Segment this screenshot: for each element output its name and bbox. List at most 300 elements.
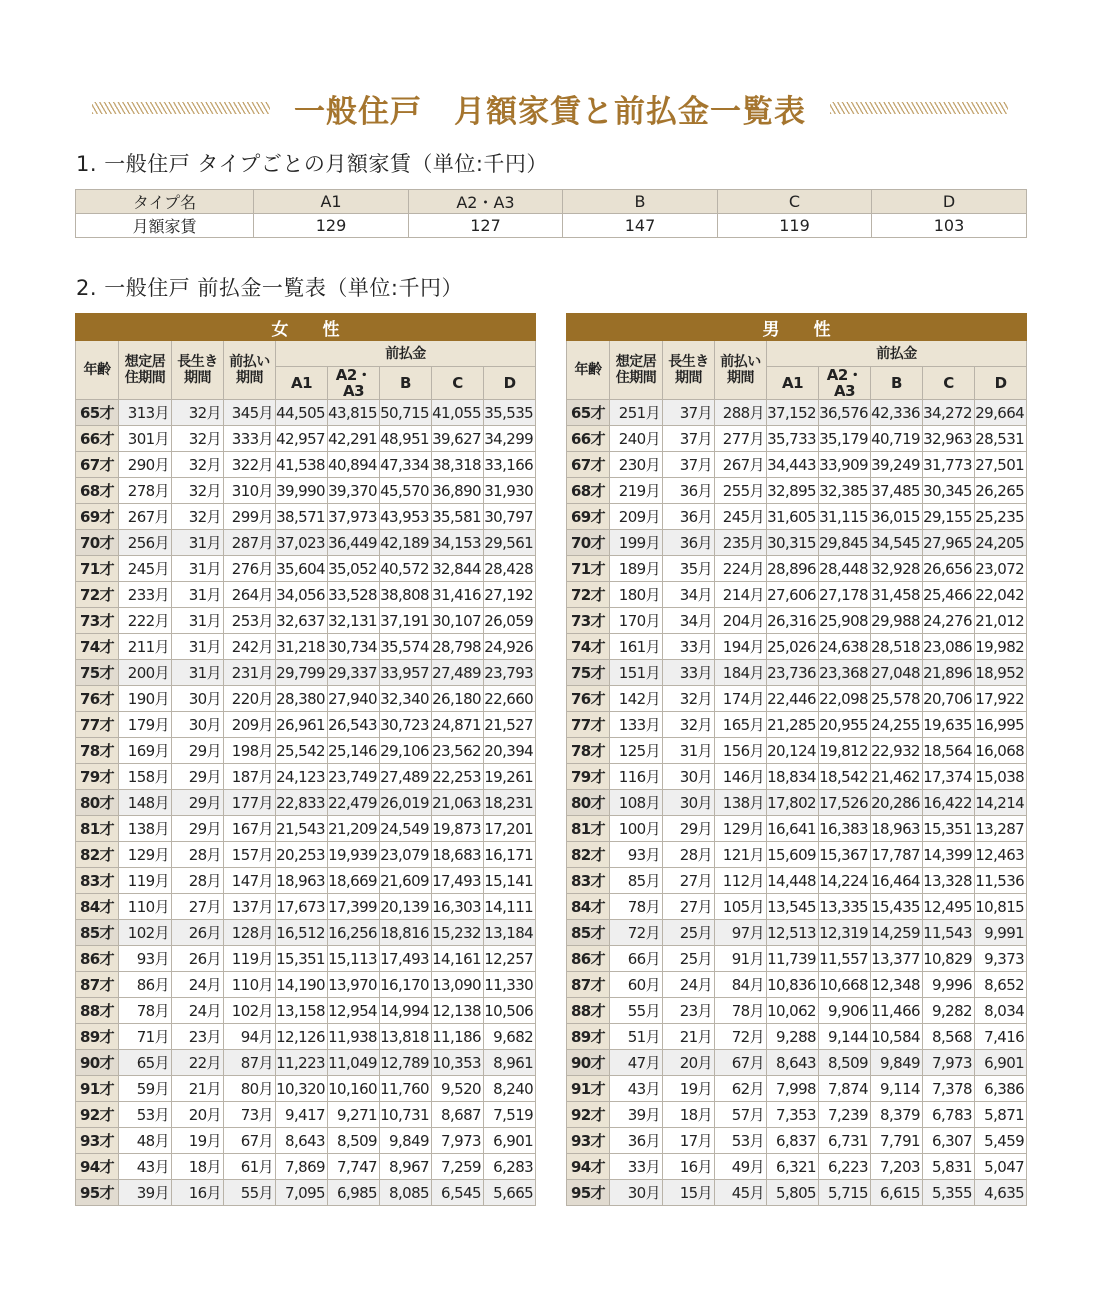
longevity-cell: 24月 [172,998,224,1024]
prepay-b-cell: 34,545 [871,530,923,556]
prepay-d-cell: 13,184 [484,920,536,946]
longevity-cell: 21月 [172,1076,224,1102]
prepay-a2a3-cell: 27,940 [328,686,380,712]
assumed-residence-cell: 71月 [119,1024,172,1050]
longevity-cell: 20月 [663,1050,715,1076]
assumed-residence-cell: 43月 [119,1154,172,1180]
prepay-b-cell: 17,787 [871,842,923,868]
table-row [76,816,536,842]
prepay-period-cell: 147月 [224,868,276,894]
age-cell: 82才 [76,842,119,868]
prepay-period-cell: 231月 [224,660,276,686]
age-cell: 78才 [76,738,119,764]
prepay-a2a3-cell: 22,479 [328,790,380,816]
prepay-period-cell: 119月 [224,946,276,972]
age-cell: 71才 [567,556,610,582]
prepay-a1-cell: 7,998 [767,1076,819,1102]
longevity-cell: 29月 [172,816,224,842]
age-cell: 85才 [76,920,119,946]
assumed-residence-header: 想定居住期間 [610,341,663,400]
assumed-residence-cell: 85月 [610,868,663,894]
table-row [76,608,536,634]
prepay-b-cell: 28,518 [871,634,923,660]
prepay-a1-cell: 7,353 [767,1102,819,1128]
prepay-d-cell: 11,330 [484,972,536,998]
assumed-residence-cell: 48月 [119,1128,172,1154]
prepay-c-cell: 19,873 [432,816,484,842]
longevity-cell: 28月 [172,868,224,894]
table-row [76,478,536,504]
prepay-period-cell: 174月 [715,686,767,712]
prepay-a1-cell: 12,513 [767,920,819,946]
prepay-a2a3-cell: 36,449 [328,530,380,556]
longevity-cell: 31月 [172,556,224,582]
longevity-cell: 22月 [172,1050,224,1076]
table-row [76,1050,536,1076]
prepay-period-cell: 322月 [224,452,276,478]
prepay-c-cell: 8,687 [432,1102,484,1128]
prepay-a2a3-cell: 22,098 [819,686,871,712]
prepay-a2a3-cell: 23,749 [328,764,380,790]
table-row [567,478,1027,504]
prepay-d-cell: 29,561 [484,530,536,556]
longevity-cell: 32月 [172,400,224,426]
prepay-a2a3-cell: 20,955 [819,712,871,738]
table-row [76,660,536,686]
prepay-c-cell: 23,562 [432,738,484,764]
prepay-d-cell: 16,995 [975,712,1027,738]
prepay-d-cell: 6,283 [484,1154,536,1180]
table-row [567,738,1027,764]
rent-value-cell: 127 [409,214,563,238]
prepay-b-cell: 42,189 [380,530,432,556]
prepay-a1-cell: 30,315 [767,530,819,556]
prepay-d-cell: 5,047 [975,1154,1027,1180]
prepay-period-cell: 55月 [224,1180,276,1206]
prepay-b-cell: 10,584 [871,1024,923,1050]
longevity-cell: 30月 [663,764,715,790]
prepay-c-cell: 24,276 [923,608,975,634]
prepay-period-cell: 310月 [224,478,276,504]
table-row [76,426,536,452]
prepay-b-cell: 36,015 [871,504,923,530]
prepay-period-cell: 102月 [224,998,276,1024]
prepay-b-cell: 26,019 [380,790,432,816]
section-title-monthly-rent: 1. 一般住戸 タイプごとの月額家賃（単位:千円） [76,152,548,176]
prepay-b-cell: 13,377 [871,946,923,972]
assumed-residence-cell: 36月 [610,1128,663,1154]
type-header-d: D [975,367,1027,400]
prepay-b-cell: 8,967 [380,1154,432,1180]
prepay-a2a3-cell: 33,528 [328,582,380,608]
prepay-a1-cell: 17,673 [276,894,328,920]
prepay-c-cell: 11,543 [923,920,975,946]
prepay-b-cell: 48,951 [380,426,432,452]
prepay-a2a3-cell: 27,178 [819,582,871,608]
prepay-b-cell: 16,170 [380,972,432,998]
prepay-d-cell: 12,257 [484,946,536,972]
female-prepayment-table [75,313,536,1206]
prepay-d-cell: 9,991 [975,920,1027,946]
prepay-a2a3-cell: 12,954 [328,998,380,1024]
longevity-cell: 18月 [663,1102,715,1128]
prepay-a1-cell: 18,963 [276,868,328,894]
prepay-a1-cell: 23,736 [767,660,819,686]
longevity-cell: 34月 [663,608,715,634]
prepay-a1-cell: 22,833 [276,790,328,816]
prepay-a2a3-cell: 43,815 [328,400,380,426]
prepay-a1-cell: 34,443 [767,452,819,478]
rent-value-cell: 147 [563,214,718,238]
rent-header-row [76,190,1027,214]
age-header: 年齢 [76,341,119,400]
prepay-b-cell: 35,574 [380,634,432,660]
prepay-b-cell: 31,458 [871,582,923,608]
table-row [567,764,1027,790]
prepay-a1-cell: 21,543 [276,816,328,842]
prepay-c-cell: 11,186 [432,1024,484,1050]
age-cell: 80才 [76,790,119,816]
longevity-cell: 32月 [172,426,224,452]
prepay-period-cell: 242月 [224,634,276,660]
table-row [567,894,1027,920]
longevity-cell: 24月 [663,972,715,998]
prepay-b-cell: 10,731 [380,1102,432,1128]
prepay-a2a3-cell: 36,576 [819,400,871,426]
type-header-a1: A1 [767,367,819,400]
prepay-d-cell: 23,072 [975,556,1027,582]
table-row [567,1102,1027,1128]
table-row [567,1076,1027,1102]
longevity-cell: 31月 [172,634,224,660]
table-row [567,530,1027,556]
prepay-b-cell: 8,379 [871,1102,923,1128]
assumed-residence-cell: 190月 [119,686,172,712]
prepay-d-cell: 20,394 [484,738,536,764]
prepay-b-cell: 6,615 [871,1180,923,1206]
longevity-cell: 32月 [663,686,715,712]
age-cell: 91才 [567,1076,610,1102]
prepay-a2a3-cell: 9,271 [328,1102,380,1128]
prepay-a1-cell: 9,417 [276,1102,328,1128]
age-cell: 67才 [567,452,610,478]
prepay-d-cell: 5,459 [975,1128,1027,1154]
longevity-cell: 16月 [663,1154,715,1180]
prepay-b-cell: 45,570 [380,478,432,504]
prepay-c-cell: 41,055 [432,400,484,426]
prepay-a2a3-cell: 29,845 [819,530,871,556]
prepay-period-cell: 91月 [715,946,767,972]
prepay-period-cell: 167月 [224,816,276,842]
prepay-period-cell: 78月 [715,998,767,1024]
table-row [76,790,536,816]
prepay-c-cell: 32,963 [923,426,975,452]
age-cell: 74才 [567,634,610,660]
assumed-residence-cell: 158月 [119,764,172,790]
rent-value-cell: 103 [872,214,1027,238]
prepay-b-cell: 17,493 [380,946,432,972]
age-cell: 95才 [76,1180,119,1206]
prepay-b-cell: 25,578 [871,686,923,712]
prepay-b-cell: 14,994 [380,998,432,1024]
prepay-c-cell: 7,259 [432,1154,484,1180]
prepay-a1-cell: 18,834 [767,764,819,790]
age-cell: 70才 [567,530,610,556]
prepay-period-cell: 264月 [224,582,276,608]
table-row [567,1180,1027,1206]
prepay-period-cell: 299月 [224,504,276,530]
prepay-d-cell: 31,930 [484,478,536,504]
age-cell: 68才 [76,478,119,504]
assumed-residence-cell: 301月 [119,426,172,452]
prepay-period-cell: 165月 [715,712,767,738]
prepay-c-cell: 30,107 [432,608,484,634]
prepay-period-cell: 204月 [715,608,767,634]
assumed-residence-cell: 209月 [610,504,663,530]
prepay-period-cell: 138月 [715,790,767,816]
prepay-b-cell: 13,818 [380,1024,432,1050]
prepay-c-cell: 7,973 [923,1050,975,1076]
assumed-residence-cell: 180月 [610,582,663,608]
assumed-residence-cell: 86月 [119,972,172,998]
prepay-d-cell: 15,141 [484,868,536,894]
prepay-d-cell: 6,901 [975,1050,1027,1076]
prepay-b-cell: 47,334 [380,452,432,478]
prepay-period-cell: 87月 [224,1050,276,1076]
prepay-d-cell: 8,652 [975,972,1027,998]
prepay-c-cell: 9,520 [432,1076,484,1102]
prepay-b-cell: 9,849 [871,1050,923,1076]
age-cell: 75才 [76,660,119,686]
age-cell: 76才 [567,686,610,712]
prepay-d-cell: 17,201 [484,816,536,842]
age-cell: 77才 [76,712,119,738]
prepay-a2a3-cell: 12,319 [819,920,871,946]
rent-header-cell: タイプ名 [76,190,254,214]
prepay-period-cell: 137月 [224,894,276,920]
longevity-cell: 29月 [172,738,224,764]
prepay-b-cell: 38,808 [380,582,432,608]
prepay-period-cell: 194月 [715,634,767,660]
assumed-residence-cell: 189月 [610,556,663,582]
assumed-residence-cell: 125月 [610,738,663,764]
prepay-a1-cell: 14,448 [767,868,819,894]
prepay-a2a3-cell: 11,938 [328,1024,380,1050]
prepay-a1-cell: 11,223 [276,1050,328,1076]
prepay-c-cell: 6,783 [923,1102,975,1128]
prepay-c-cell: 21,896 [923,660,975,686]
prepay-period-cell: 287月 [224,530,276,556]
prepay-b-cell: 23,079 [380,842,432,868]
age-cell: 79才 [76,764,119,790]
assumed-residence-cell: 256月 [119,530,172,556]
longevity-cell: 31月 [663,738,715,764]
assumed-residence-cell: 39月 [119,1180,172,1206]
table-row [76,530,536,556]
prepay-a2a3-cell: 11,557 [819,946,871,972]
age-cell: 65才 [76,400,119,426]
assumed-residence-header: 想定居住期間 [119,341,172,400]
prepay-c-cell: 12,495 [923,894,975,920]
age-cell: 95才 [567,1180,610,1206]
prepay-a2a3-cell: 7,874 [819,1076,871,1102]
prepay-b-cell: 7,203 [871,1154,923,1180]
age-cell: 94才 [76,1154,119,1180]
prepay-c-cell: 28,798 [432,634,484,660]
prepay-d-cell: 8,240 [484,1076,536,1102]
prepay-a1-cell: 35,733 [767,426,819,452]
prepay-a1-cell: 28,896 [767,556,819,582]
age-cell: 84才 [567,894,610,920]
prepay-a1-cell: 8,643 [767,1050,819,1076]
table-row [76,712,536,738]
prepay-a1-cell: 35,604 [276,556,328,582]
age-cell: 73才 [76,608,119,634]
assumed-residence-cell: 55月 [610,998,663,1024]
prepay-a2a3-cell: 17,399 [328,894,380,920]
age-header: 年齢 [567,341,610,400]
rent-value-cell: 月額家賃 [76,214,254,238]
type-header-d: D [484,367,536,400]
prepay-a1-cell: 37,023 [276,530,328,556]
assumed-residence-cell: 199月 [610,530,663,556]
prepay-period-cell: 157月 [224,842,276,868]
age-cell: 69才 [567,504,610,530]
longevity-cell: 15月 [663,1180,715,1206]
assumed-residence-cell: 133月 [610,712,663,738]
prepay-period-header: 前払い期間 [715,341,767,400]
age-cell: 72才 [567,582,610,608]
assumed-residence-cell: 148月 [119,790,172,816]
assumed-residence-cell: 116月 [610,764,663,790]
table-row [567,842,1027,868]
age-cell: 75才 [567,660,610,686]
table-row [76,400,536,426]
assumed-residence-cell: 200月 [119,660,172,686]
prepay-b-cell: 11,760 [380,1076,432,1102]
prepay-a2a3-cell: 16,383 [819,816,871,842]
assumed-residence-cell: 169月 [119,738,172,764]
prepay-b-cell: 43,953 [380,504,432,530]
assumed-residence-cell: 251月 [610,400,663,426]
prepay-c-cell: 10,353 [432,1050,484,1076]
longevity-cell: 28月 [172,842,224,868]
prepay-b-cell: 18,963 [871,816,923,842]
prepay-period-cell: 146月 [715,764,767,790]
prepay-a1-cell: 14,190 [276,972,328,998]
table-row [76,556,536,582]
prepay-period-cell: 198月 [224,738,276,764]
assumed-residence-cell: 78月 [610,894,663,920]
prepay-d-cell: 26,265 [975,478,1027,504]
prepay-a1-cell: 25,542 [276,738,328,764]
table-row [76,1024,536,1050]
longevity-cell: 30月 [172,686,224,712]
prepay-d-cell: 24,205 [975,530,1027,556]
prepay-a2a3-cell: 10,160 [328,1076,380,1102]
prepay-a2a3-cell: 8,509 [328,1128,380,1154]
prepay-c-cell: 36,890 [432,478,484,504]
prepay-a1-cell: 26,316 [767,608,819,634]
prepay-a2a3-cell: 32,131 [328,608,380,634]
prepay-c-cell: 6,545 [432,1180,484,1206]
table-row [76,1128,536,1154]
assumed-residence-cell: 245月 [119,556,172,582]
table-row [567,400,1027,426]
prepay-d-cell: 5,871 [975,1102,1027,1128]
prepay-c-cell: 14,161 [432,946,484,972]
longevity-cell: 36月 [663,530,715,556]
age-cell: 88才 [76,998,119,1024]
prepay-b-cell: 21,609 [380,868,432,894]
longevity-cell: 32月 [172,478,224,504]
longevity-cell: 27月 [172,894,224,920]
longevity-cell: 36月 [663,478,715,504]
table-row [76,1154,536,1180]
prepay-a1-cell: 13,545 [767,894,819,920]
prepay-b-cell: 30,723 [380,712,432,738]
table-row [567,634,1027,660]
prepay-d-cell: 26,059 [484,608,536,634]
age-cell: 86才 [567,946,610,972]
assumed-residence-cell: 39月 [610,1102,663,1128]
age-cell: 93才 [567,1128,610,1154]
prepay-c-cell: 30,345 [923,478,975,504]
prepay-c-cell: 31,773 [923,452,975,478]
table-row [567,790,1027,816]
prepay-c-cell: 23,086 [923,634,975,660]
prepay-c-cell: 19,635 [923,712,975,738]
assumed-residence-cell: 47月 [610,1050,663,1076]
prepay-a1-cell: 7,095 [276,1180,328,1206]
prepay-a2a3-cell: 6,985 [328,1180,380,1206]
prepay-a2a3-cell: 5,715 [819,1180,871,1206]
rent-header-cell: A1 [254,190,409,214]
assumed-residence-cell: 33月 [610,1154,663,1180]
prepay-a1-cell: 28,380 [276,686,328,712]
age-cell: 83才 [567,868,610,894]
longevity-cell: 26月 [172,946,224,972]
assumed-residence-cell: 110月 [119,894,172,920]
prepay-b-cell: 20,286 [871,790,923,816]
prepay-b-cell: 18,816 [380,920,432,946]
prepay-a1-cell: 31,605 [767,504,819,530]
prepay-period-cell: 288月 [715,400,767,426]
prepay-period-cell: 121月 [715,842,767,868]
prepay-d-cell: 24,926 [484,634,536,660]
prepay-b-cell: 29,988 [871,608,923,634]
prepay-a1-cell: 39,990 [276,478,328,504]
prepay-a1-cell: 15,609 [767,842,819,868]
prepay-b-cell: 12,789 [380,1050,432,1076]
prepay-c-cell: 34,272 [923,400,975,426]
longevity-header: 長生き期間 [172,341,224,400]
female-label: 女 性 [76,314,536,341]
table-row [76,504,536,530]
monthly-rent-table [75,189,1027,238]
section-title-prepayment: 2. 一般住戸 前払金一覧表（単位:千円） [76,276,463,300]
longevity-cell: 26月 [172,920,224,946]
prepay-a1-cell: 10,320 [276,1076,328,1102]
prepay-period-cell: 177月 [224,790,276,816]
prepay-d-cell: 35,535 [484,400,536,426]
longevity-cell: 24月 [172,972,224,998]
prepay-c-cell: 34,153 [432,530,484,556]
prepay-c-cell: 35,581 [432,504,484,530]
age-cell: 94才 [567,1154,610,1180]
prepay-a2a3-cell: 17,526 [819,790,871,816]
prepay-a1-cell: 25,026 [767,634,819,660]
